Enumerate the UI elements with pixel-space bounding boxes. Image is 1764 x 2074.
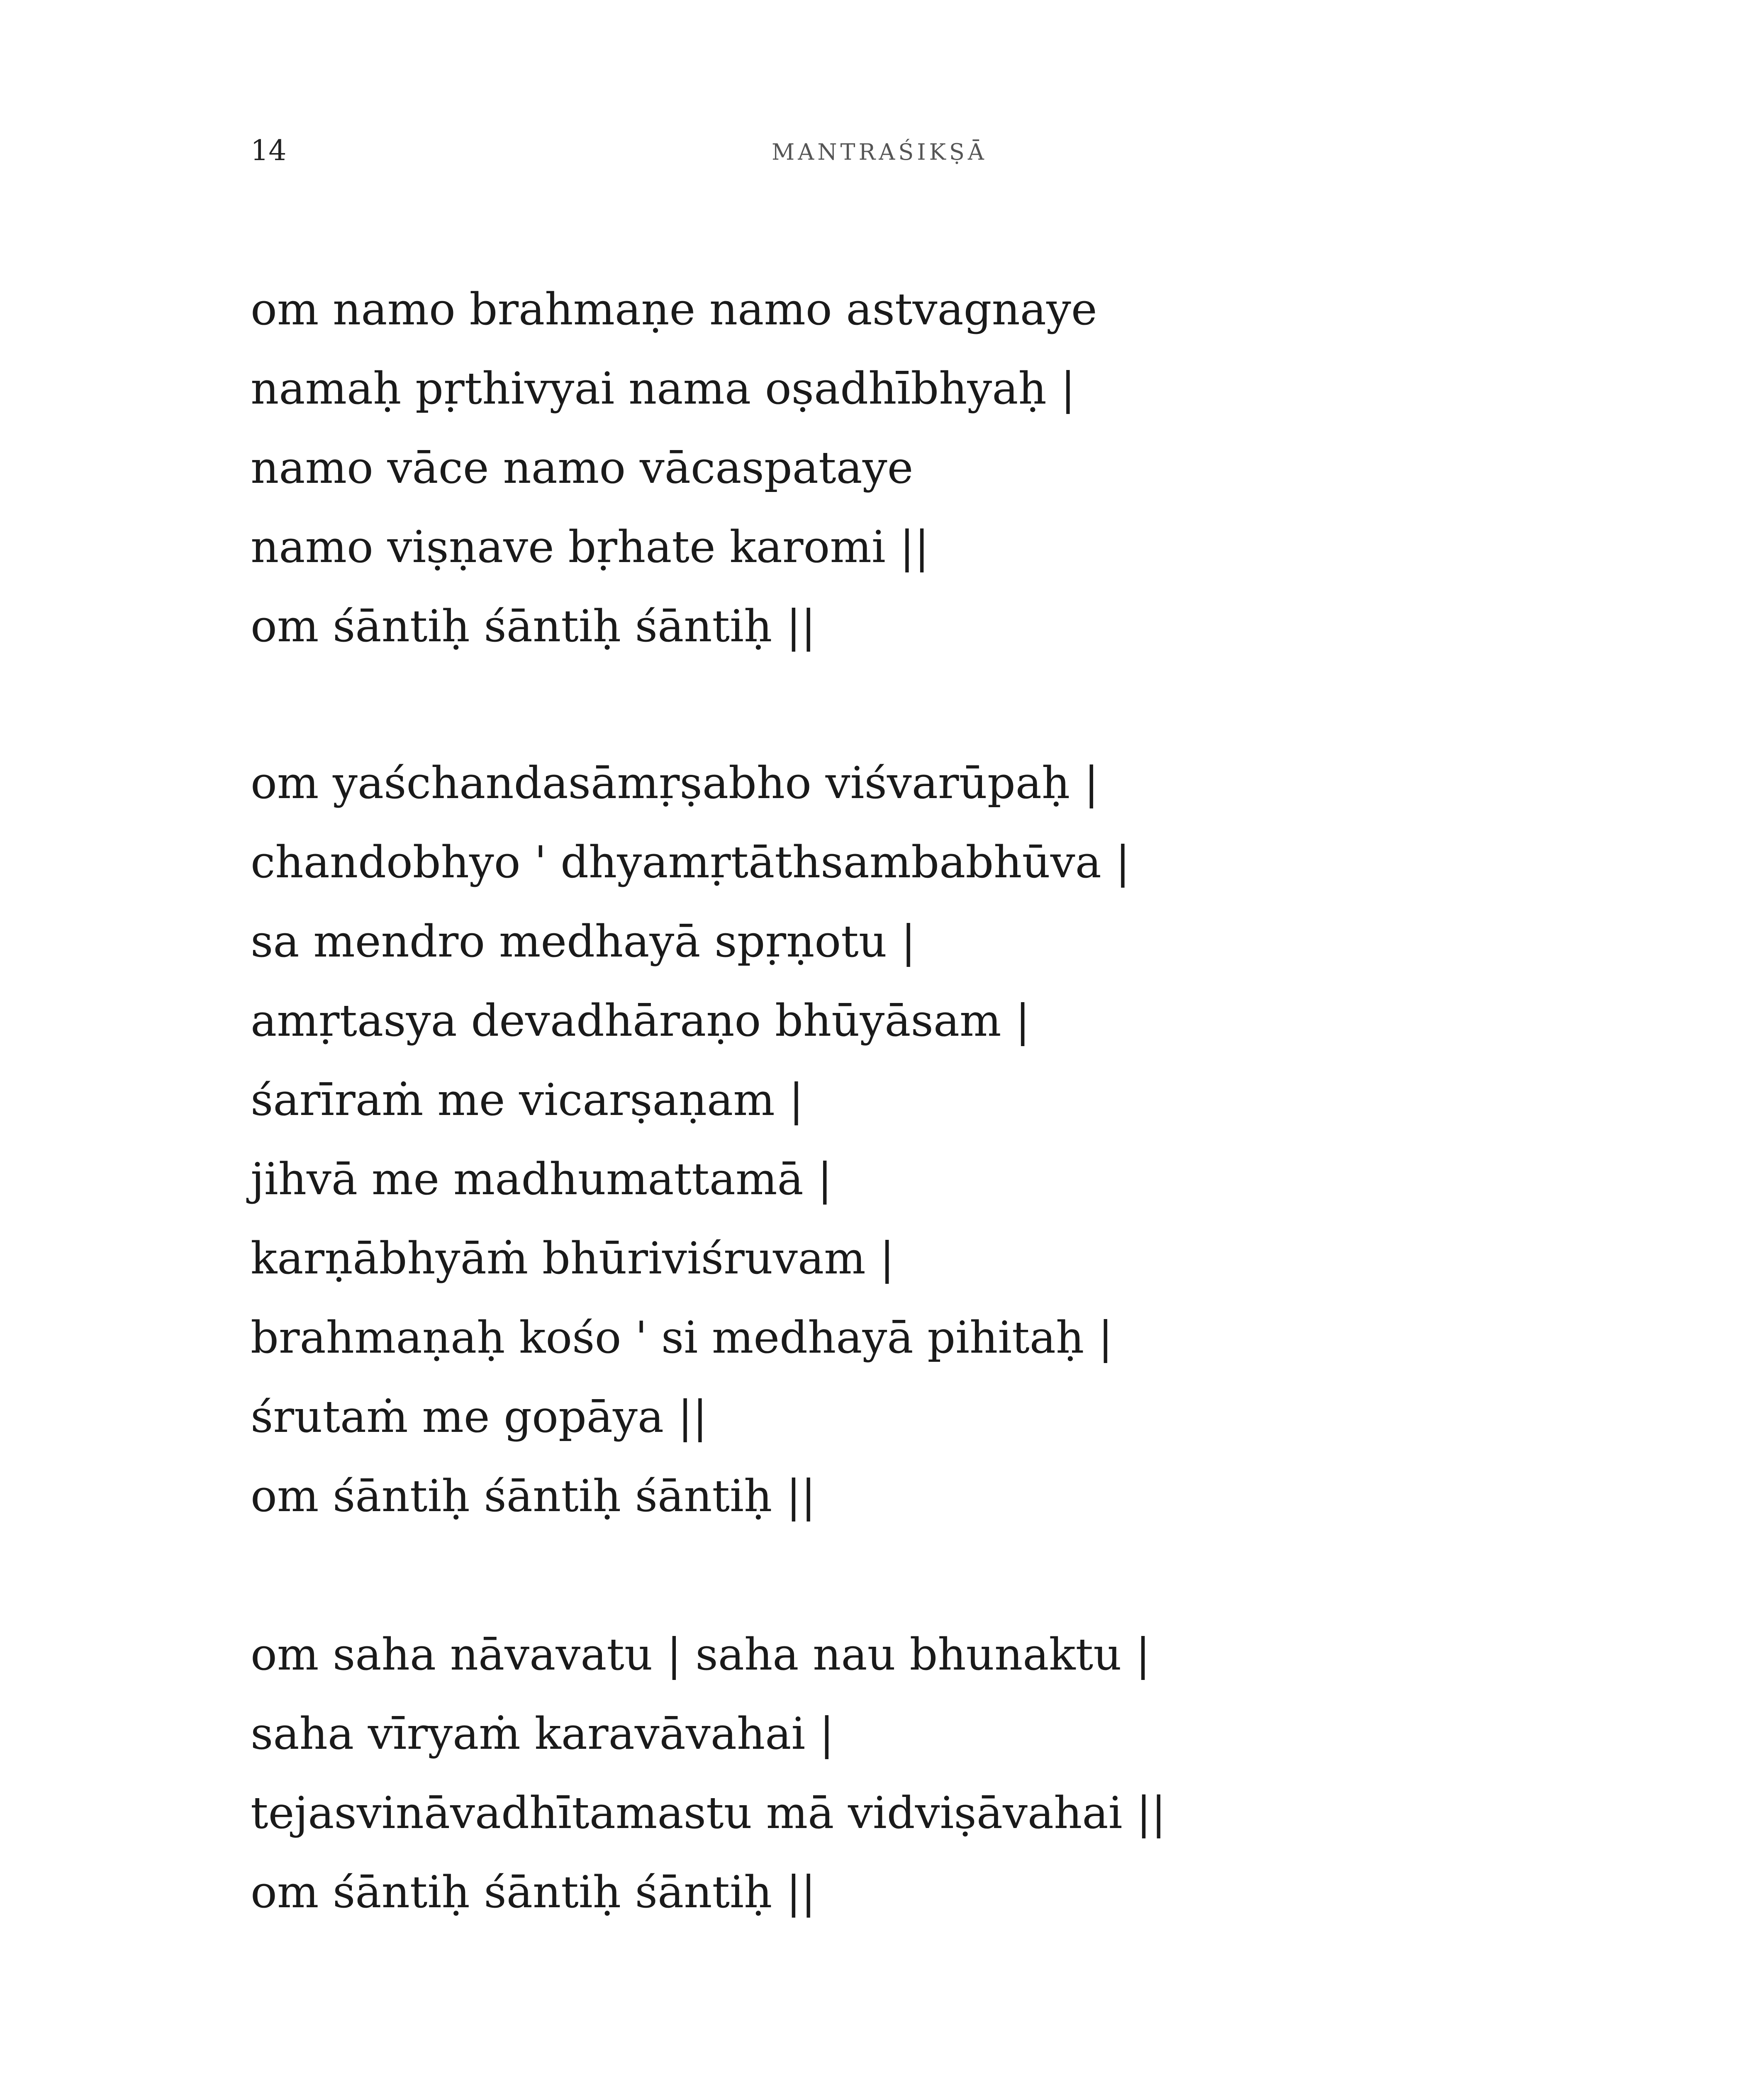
page-number: 14 xyxy=(251,134,287,167)
verse-line: om śāntiḥ śāntiḥ śāntiḥ || xyxy=(251,1470,816,1521)
verse-line: namaḥ pṛthivyai nama oṣadhībhyaḥ | xyxy=(251,363,1076,414)
running-head: MANTRAŚIKṢĀ xyxy=(772,139,987,165)
verse-line: saha vīryaṁ karavāvahai | xyxy=(251,1708,834,1759)
verse-line: namo viṣṇave bṛhate karomi || xyxy=(251,521,929,572)
stanza xyxy=(251,743,1130,1536)
verse-line: sa mendro medhayā spṛṇotu | xyxy=(251,916,916,967)
verse-line: tejasvināvadhītamastu mā vidviṣāvahai || xyxy=(251,1787,1166,1838)
verse-line: brahmaṇaḥ kośo ' si medhayā pihitaḥ | xyxy=(251,1312,1113,1363)
stanza xyxy=(251,270,1097,666)
verse-line: namo vāce namo vācaspataye xyxy=(251,442,914,493)
verse-line: om saha nāvavatu | saha nau bhunaktu | xyxy=(251,1629,1150,1680)
stanza xyxy=(251,1615,1166,1932)
verse-line: karṇābhyāṁ bhūriviśruvam | xyxy=(251,1233,895,1284)
verse-line: chandobhyo ' dhyamṛtāthsambabhūva | xyxy=(251,837,1131,888)
verse-line: om śāntiḥ śāntiḥ śāntiḥ || xyxy=(251,1867,816,1918)
verse-line: śrutaṁ me gopāya || xyxy=(251,1391,708,1442)
verse-line: amṛtasya devadhāraṇo bhūyāsam | xyxy=(251,995,1030,1046)
verse-line: om yaśchandasāmṛṣabho viśvarūpaḥ | xyxy=(251,757,1099,808)
verse-line: om śāntiḥ śāntiḥ śāntiḥ || xyxy=(251,601,816,652)
verse-line: śarīraṁ me vicarṣaṇam | xyxy=(251,1074,804,1125)
verse-line: jihvā me madhumattamā | xyxy=(251,1154,833,1205)
verse-line: om namo brahmaṇe namo astvagnaye xyxy=(251,284,1097,335)
